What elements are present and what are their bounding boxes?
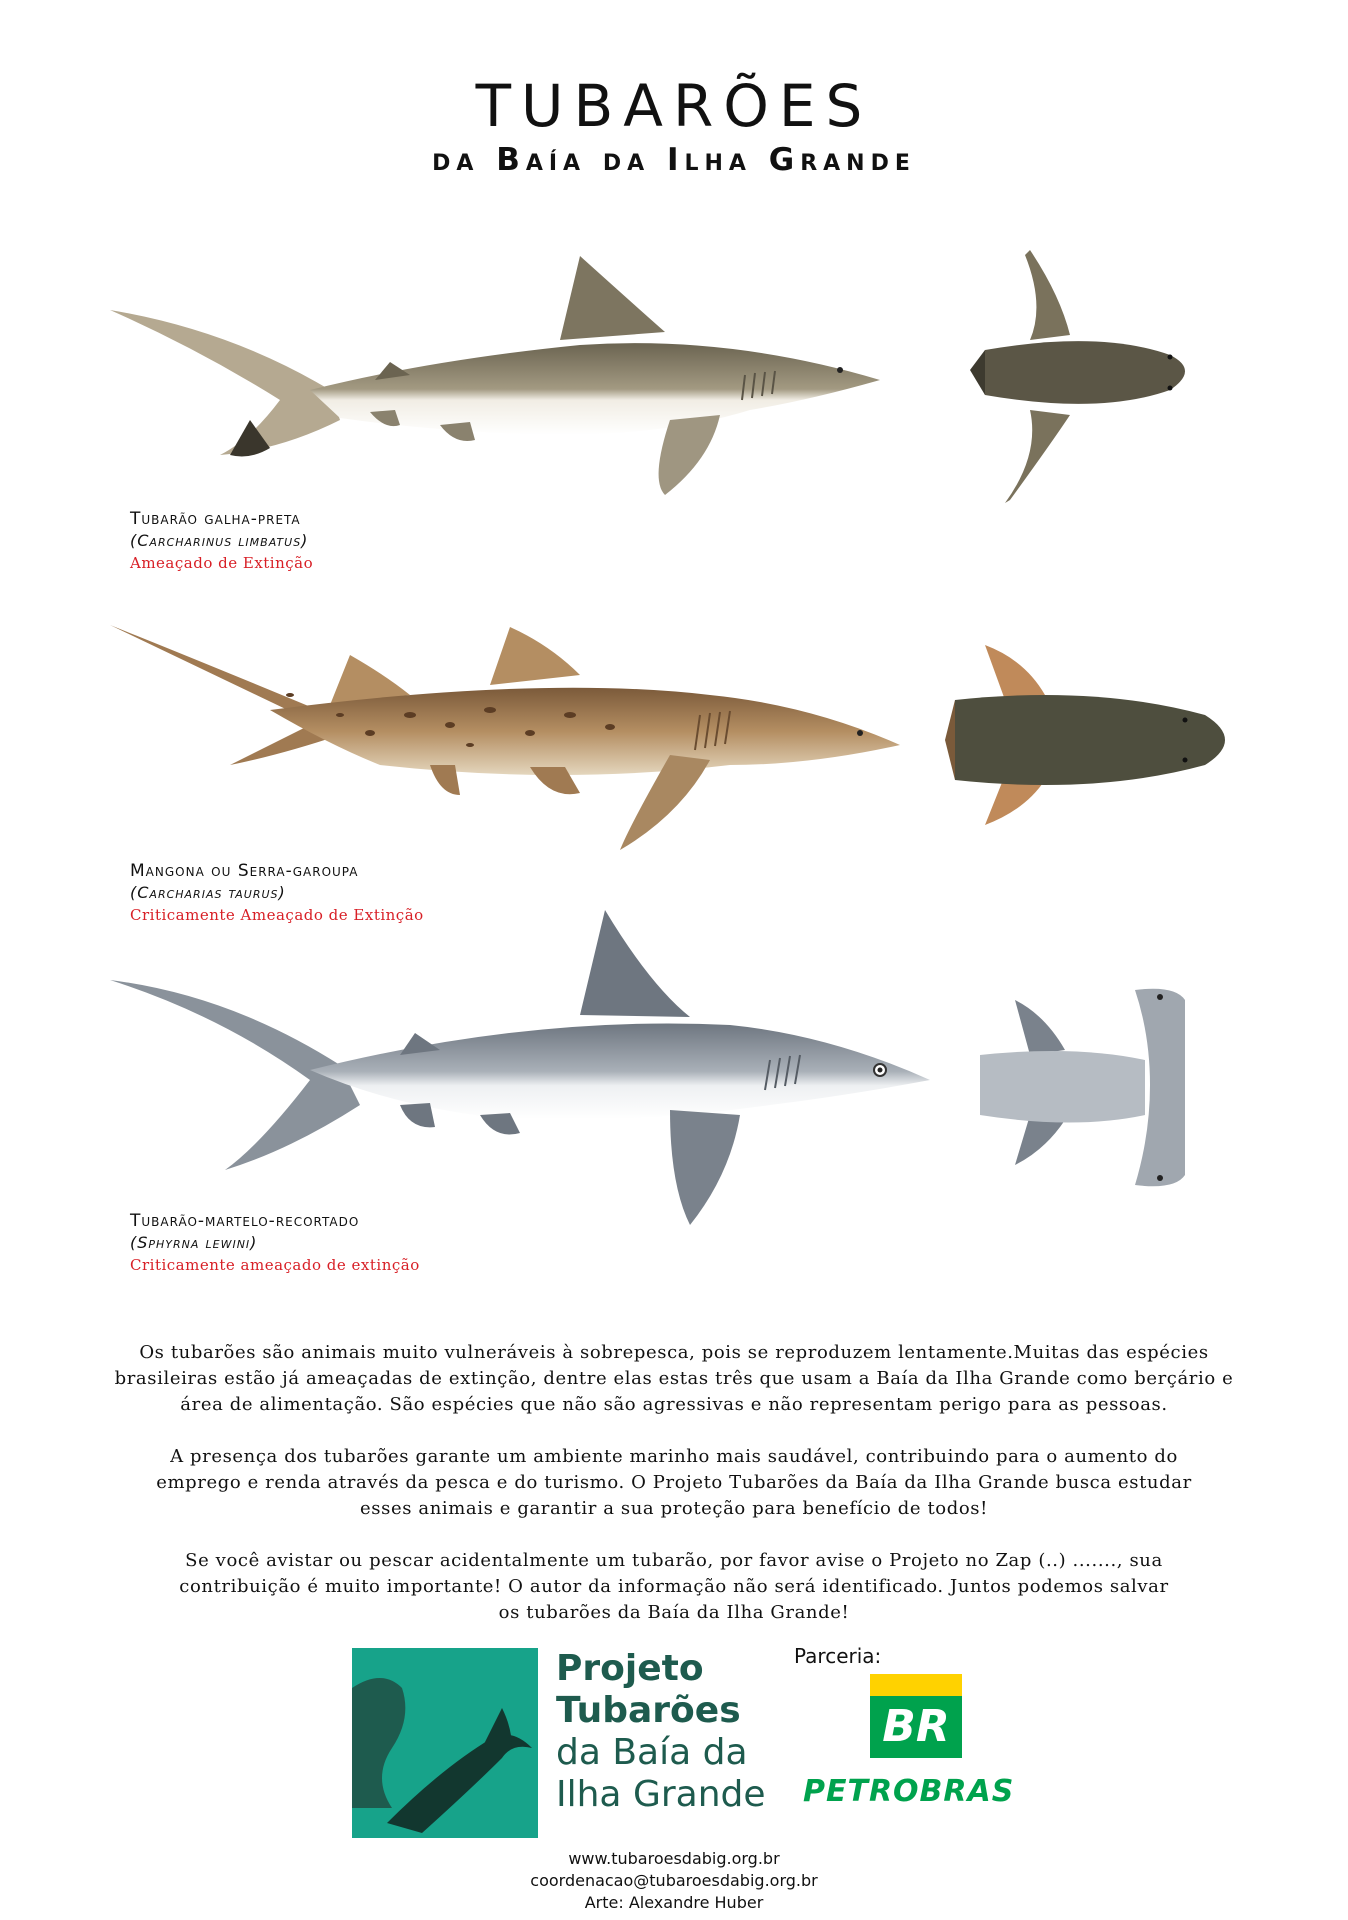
projeto-logo-icon	[352, 1648, 538, 1838]
intro-paragraph: Os tubarões são animais muito vulneráveis à sobrepesca, pois se reproduzem lentamente.Muitas das espécies brasileiras estão já ameaçadas de extinção, dentre elas estas três que usam a Baía da Ilha Grande como berçário e área de alimentação. São espécies que não são agressivas e não representam perigo para as pessoas.	[114, 1342, 1234, 1415]
logo-line-2: Tubarões	[556, 1690, 741, 1731]
logo-line-3: da Baía da	[556, 1732, 748, 1773]
blacktip-shark-illustration	[110, 250, 890, 520]
sand-tiger-shark-illustration	[110, 615, 910, 865]
projeto-logo-text	[556, 1648, 766, 1816]
petrobras-br-logo	[870, 1674, 962, 1758]
call-to-action-paragraph: Se você avistar ou pescar acidentalmente um tubarão, por favor avise o Projeto no Zap (..) ......., sua contribuição é muito importante! O autor da informação não será identificado. Juntos podemos salvar os tubarões da Baía da Ilha Grande!	[179, 1550, 1169, 1623]
species-status: Ameaçado de Extinção	[130, 554, 314, 572]
petrobras-wordmark: PETROBRAS	[803, 1774, 1015, 1809]
sand-tiger-shark-top-view	[945, 640, 1245, 840]
website-link[interactable]: www.tubaroesdabig.org.br	[568, 1849, 780, 1868]
species-status: Criticamente Ameaçado de Extinção	[130, 906, 424, 924]
footer	[0, 1848, 1348, 1914]
page-subtitle: da Baía da Ilha Grande	[432, 142, 916, 178]
blacktip-shark-top-view	[970, 245, 1210, 515]
benefits-paragraph: A presença dos tubarões garante um ambiente marinho mais saudável, contribuindo para o aumento do emprego e renda através da pesca e do turismo. O Projeto Tubarões da Baía da Ilha Grande busca estudar esses animais e garantir a sua proteção para benefício de todos!	[156, 1446, 1192, 1519]
art-credit: Arte: Alexandre Huber	[584, 1893, 764, 1912]
partner-label: Parceria:	[794, 1644, 882, 1668]
email-link[interactable]: coordenacao@tubaroesdabig.org.br	[530, 1871, 818, 1890]
species-label-hammerhead	[130, 1210, 420, 1276]
species-scientific-name: (Carcharias taurus)	[130, 883, 286, 902]
petrobras-br-badge: BR	[870, 1696, 962, 1758]
page-title: TUBARÕES	[475, 72, 873, 140]
species-scientific-name: (Sphyrna lewini)	[130, 1233, 258, 1252]
species-label-blacktip	[130, 508, 313, 574]
species-status: Criticamente ameaçado de extinção	[130, 1256, 420, 1274]
species-common-name: Tubarão-martelo-recortado	[130, 1211, 360, 1231]
hammerhead-shark-top-view	[975, 985, 1225, 1195]
logo-line-1: Projeto	[556, 1648, 704, 1689]
species-common-name: Mangona ou Serra-garoupa	[130, 861, 359, 881]
species-scientific-name: (Carcharinus limbatus)	[130, 531, 309, 550]
petrobras-yellow-band	[870, 1674, 962, 1696]
logo-line-4: Ilha Grande	[556, 1774, 766, 1815]
hammerhead-shark-illustration	[110, 905, 940, 1235]
species-common-name: Tubarão galha-preta	[130, 509, 301, 529]
